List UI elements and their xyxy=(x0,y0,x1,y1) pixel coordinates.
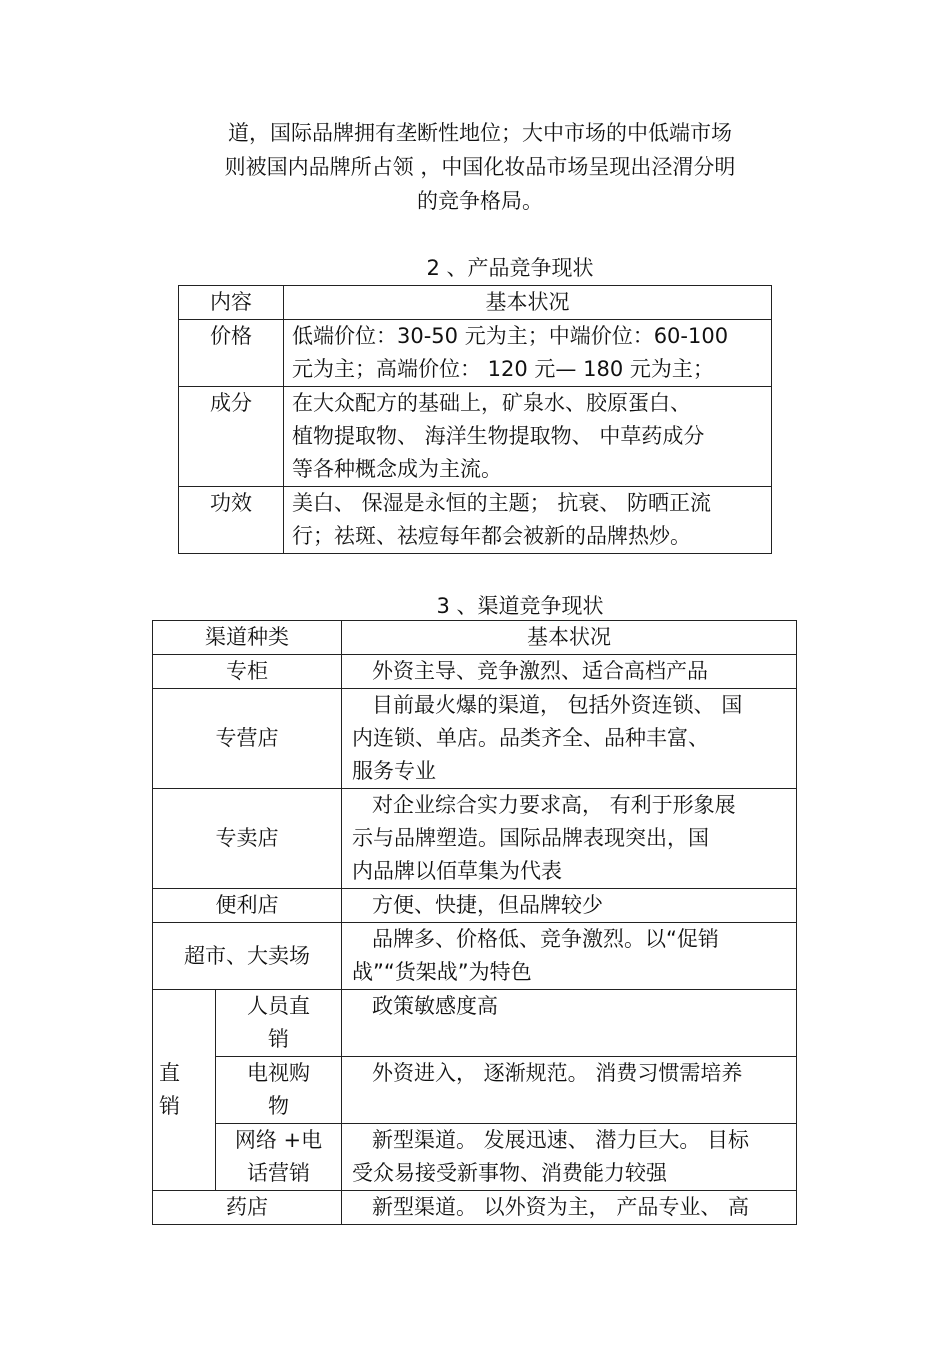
table-row xyxy=(153,990,797,1057)
row-value-line: 示与品牌塑造。国际品牌表现突出，国 xyxy=(352,826,709,850)
row-value xyxy=(284,387,772,487)
row-value: 方便、快捷，但品牌较少 xyxy=(342,889,797,923)
row-key: 专营店 xyxy=(153,689,342,789)
row-value xyxy=(284,487,772,554)
row-key: 超市、大卖场 xyxy=(153,923,342,990)
row-key: 成分 xyxy=(179,387,284,487)
table-header-row xyxy=(179,286,772,320)
table-row xyxy=(179,320,772,387)
row-key-line: 销 xyxy=(268,1027,289,1051)
row-value-line: 等各种概念成为主流。 xyxy=(292,457,502,481)
table-row xyxy=(153,923,797,990)
row-key xyxy=(216,990,342,1057)
table-row xyxy=(153,689,797,789)
table-row xyxy=(153,889,797,923)
table-row xyxy=(153,1124,797,1191)
row-key-line: 网络 +电 xyxy=(234,1128,323,1152)
table-header-row xyxy=(153,621,797,655)
row-key: 药店 xyxy=(153,1191,342,1225)
row-value-line: 品牌多、价格低、竞争激烈。以“促销 xyxy=(372,927,719,951)
group-label-line: 销 xyxy=(159,1094,180,1118)
row-key: 功效 xyxy=(179,487,284,554)
row-value-line: 内连锁、单店。品类齐全、品种丰富、 xyxy=(352,726,709,750)
row-value xyxy=(342,689,797,789)
intro-paragraph xyxy=(190,116,770,218)
row-value xyxy=(284,320,772,387)
row-key-line: 人员直 xyxy=(247,994,310,1018)
header-status: 基本状况 xyxy=(284,286,772,320)
header-channel-type: 渠道种类 xyxy=(153,621,342,655)
row-key xyxy=(216,1124,342,1191)
header-content: 内容 xyxy=(179,286,284,320)
row-value-line: 目前最火爆的渠道， 包括外资连锁、 国 xyxy=(372,693,743,717)
row-value-line: 服务专业 xyxy=(352,759,436,783)
row-value: 外资主导、竞争激烈、适合高档产品 xyxy=(342,655,797,689)
table-row xyxy=(179,387,772,487)
product-section-title: 2 、产品竞争现状 xyxy=(426,256,594,280)
channel-section-title: 3 、渠道竞争现状 xyxy=(436,594,604,618)
row-key-line: 物 xyxy=(268,1094,289,1118)
table-row xyxy=(153,1057,797,1124)
intro-line-3: 的竞争格局。 xyxy=(417,189,543,213)
direct-sales-group xyxy=(153,990,216,1191)
row-value: 新型渠道。 以外资为主， 产品专业、 高 xyxy=(342,1191,797,1225)
row-value xyxy=(342,1124,797,1191)
header-status: 基本状况 xyxy=(342,621,797,655)
row-key: 专卖店 xyxy=(153,789,342,889)
row-value-line: 在大众配方的基础上，矿泉水、胶原蛋白、 xyxy=(292,391,691,415)
table-row xyxy=(153,789,797,889)
row-value-line: 受众易接受新事物、消费能力较强 xyxy=(352,1161,667,1185)
row-value-line: 行；祛斑、祛痘每年都会被新的品牌热炒。 xyxy=(292,524,691,548)
channel-table xyxy=(152,620,797,1225)
group-label-line: 直 xyxy=(159,1061,180,1085)
row-key: 专柜 xyxy=(153,655,342,689)
row-value xyxy=(342,789,797,889)
row-key-line: 话营销 xyxy=(247,1161,310,1185)
table-row xyxy=(153,1191,797,1225)
product-table xyxy=(178,285,772,554)
row-value-line: 植物提取物、 海洋生物提取物、 中草药成分 xyxy=(292,424,705,448)
row-key: 价格 xyxy=(179,320,284,387)
row-value xyxy=(342,923,797,990)
row-key xyxy=(216,1057,342,1124)
row-value-line: 新型渠道。 发展迅速、 潜力巨大。 目标 xyxy=(372,1128,750,1152)
row-value-line: 对企业综合实力要求高， 有利于形象展 xyxy=(372,793,736,817)
row-value-line: 元为主；高端价位： 120 元— 180 元为主； xyxy=(292,357,714,381)
intro-line-2: 则被国内品牌所占领 ，中国化妆品市场呈现出泾渭分明 xyxy=(224,155,736,179)
table-row xyxy=(179,487,772,554)
row-value: 外资进入， 逐渐规范。 消费习惯需培养 xyxy=(342,1057,797,1124)
intro-line-1: 道，国际品牌拥有垄断性地位；大中市场的中低端市场 xyxy=(228,121,732,145)
row-value-line: 内品牌以佰草集为代表 xyxy=(352,859,562,883)
row-value-line: 美白、 保湿是永恒的主题； 抗衰、 防晒正流 xyxy=(292,491,712,515)
table-row xyxy=(153,655,797,689)
row-key: 便利店 xyxy=(153,889,342,923)
row-value: 政策敏感度高 xyxy=(342,990,797,1057)
row-value-line: 战”“货架战”为特色 xyxy=(352,960,532,984)
row-key-line: 电视购 xyxy=(247,1061,310,1085)
row-value-line: 低端价位：30-50 元为主；中端价位：60-100 xyxy=(292,324,729,348)
